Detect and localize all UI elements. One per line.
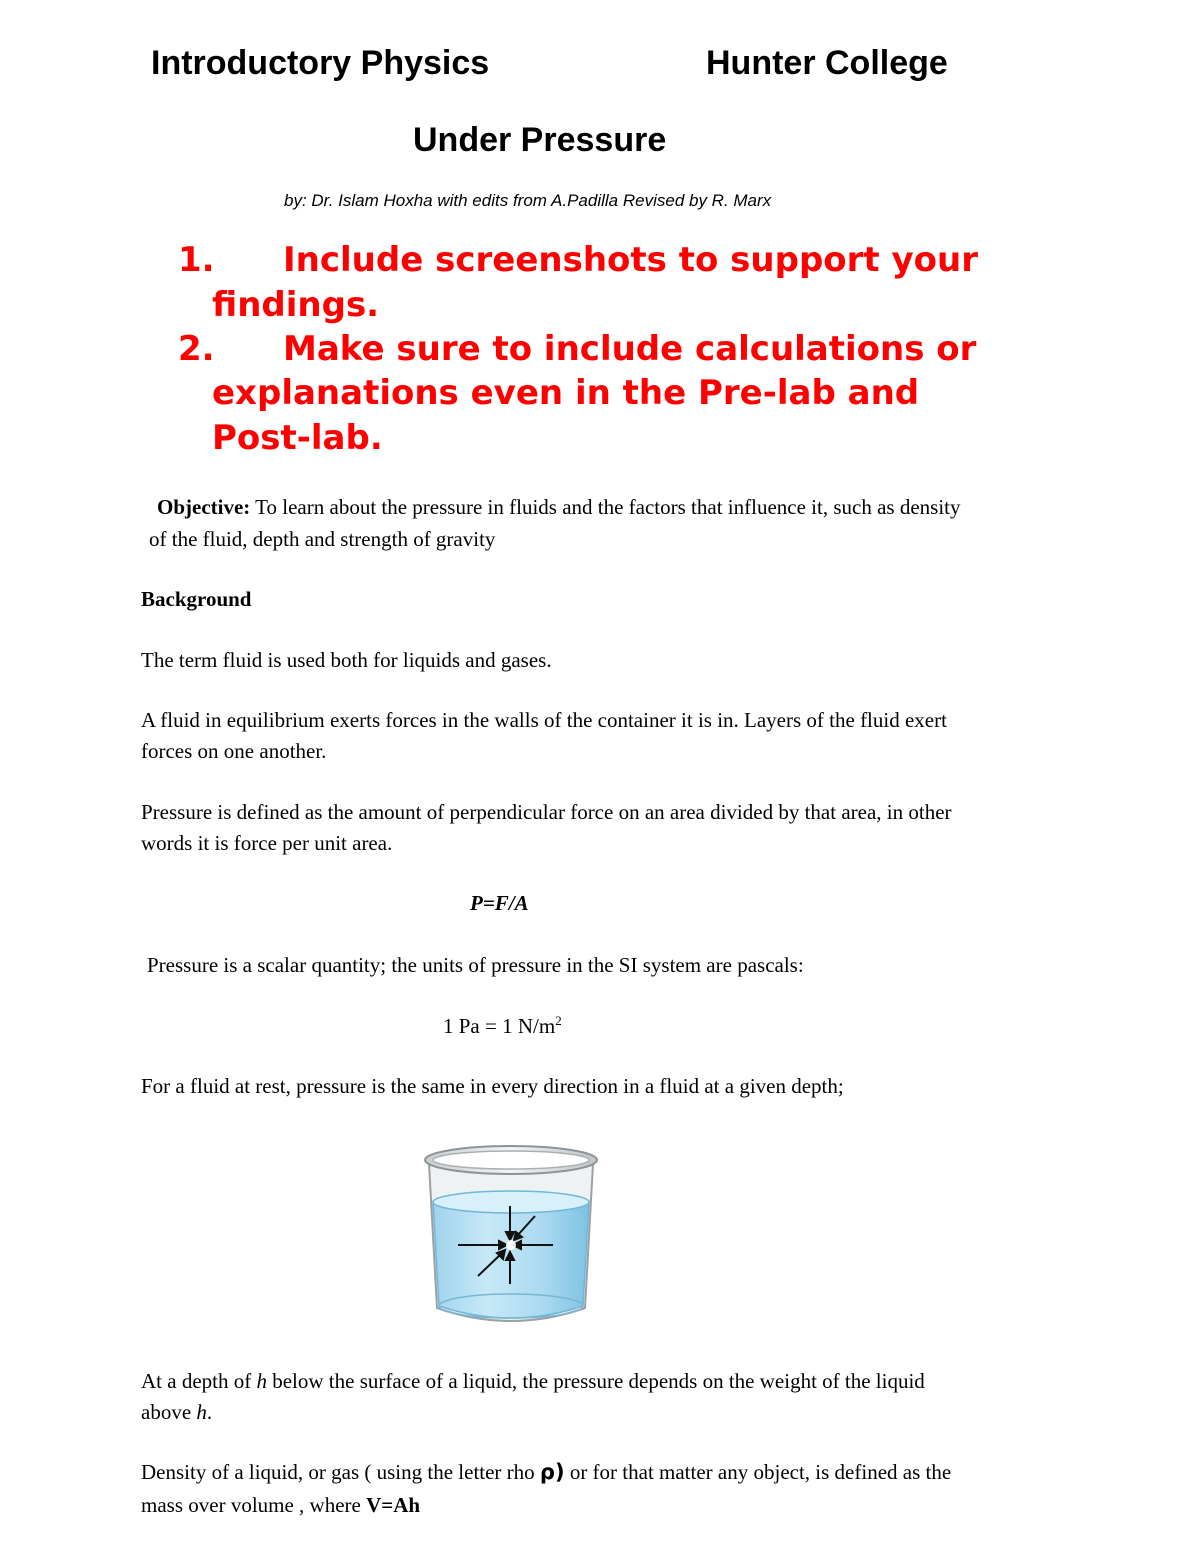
paragraph-fluid-term: The term fluid is used both for liquids and gases.: [141, 648, 552, 672]
instruction-1-line1: Include screenshots to support your: [283, 240, 978, 280]
objective-text-1: To learn about the pressure in fluids and the factors that influence it, such as density: [250, 495, 961, 519]
objective-label: Objective:: [157, 495, 251, 519]
byline: by: Dr. Islam Hoxha with edits from A.Padilla Revised by R. Marx: [284, 191, 772, 210]
instruction-1-number: 1.: [178, 240, 215, 280]
depth-text-d: .: [206, 1400, 213, 1424]
depth-var-h: h: [256, 1369, 267, 1393]
instruction-1-line2: findings.: [212, 285, 380, 325]
instruction-2-number: 2.: [178, 329, 215, 369]
paragraph-equilibrium-line-1: A fluid in equilibrium exerts forces in the walls of the container it is in. Layers of the fluid exert: [141, 708, 947, 732]
depth-text-a: At a depth of: [141, 1369, 257, 1393]
paragraph-scalar: Pressure is a scalar quantity; the units of pressure in the SI system are pascals:: [147, 953, 804, 977]
pressure-formula: P=F/A: [470, 891, 529, 915]
college-name: Hunter College: [706, 44, 948, 82]
pascal-units: [443, 1010, 562, 1042]
paragraph-density-line-1: [141, 1456, 951, 1488]
objective-line-1: [157, 491, 961, 523]
density-text-a: Density of a liquid, or gas ( using the letter rho: [141, 1460, 540, 1484]
paragraph-pressure-def-line-2: words it is force per unit area.: [141, 831, 393, 855]
pascal-units-text: 1 Pa = 1 N/m: [443, 1014, 556, 1038]
course-title: Introductory Physics: [151, 44, 490, 82]
rho-symbol: ρ): [539, 1460, 565, 1484]
instruction-2-line1: Make sure to include calculations or: [283, 329, 977, 369]
paragraph-density-line-2: [141, 1489, 420, 1521]
volume-formula: V=Ah: [366, 1493, 421, 1517]
paragraph-pressure-def-line-1: Pressure is defined as the amount of perpendicular force on an area divided by that area, in other: [141, 800, 952, 824]
background-heading: Background: [141, 587, 252, 611]
paragraph-equilibrium-line-2: forces on one another.: [141, 739, 327, 763]
depth-text-c: above: [141, 1400, 197, 1424]
depth-text-b: below the surface of a liquid, the pressure depends on the weight of the liquid: [266, 1369, 925, 1393]
objective-line-2: of the fluid, depth and strength of gravity: [149, 527, 496, 551]
pascal-units-exponent: 2: [555, 1013, 562, 1028]
density-text-b: or for that matter any object, is defined as the: [564, 1460, 952, 1484]
instruction-2-line3: Post-lab.: [212, 418, 383, 458]
beaker-pressure-illustration: [415, 1138, 607, 1330]
paragraph-depth-line-1: [141, 1365, 925, 1397]
paragraph-fluid-rest: For a fluid at rest, pressure is the same in every direction in a fluid at a given depth;: [141, 1074, 844, 1098]
depth-var-h-2: h: [196, 1400, 207, 1424]
instruction-2-line2: explanations even in the Pre-lab and: [212, 373, 920, 413]
density-text-c: mass over volume , where: [141, 1493, 367, 1517]
page-title: Under Pressure: [413, 121, 667, 159]
paragraph-depth-line-2: [141, 1396, 212, 1428]
